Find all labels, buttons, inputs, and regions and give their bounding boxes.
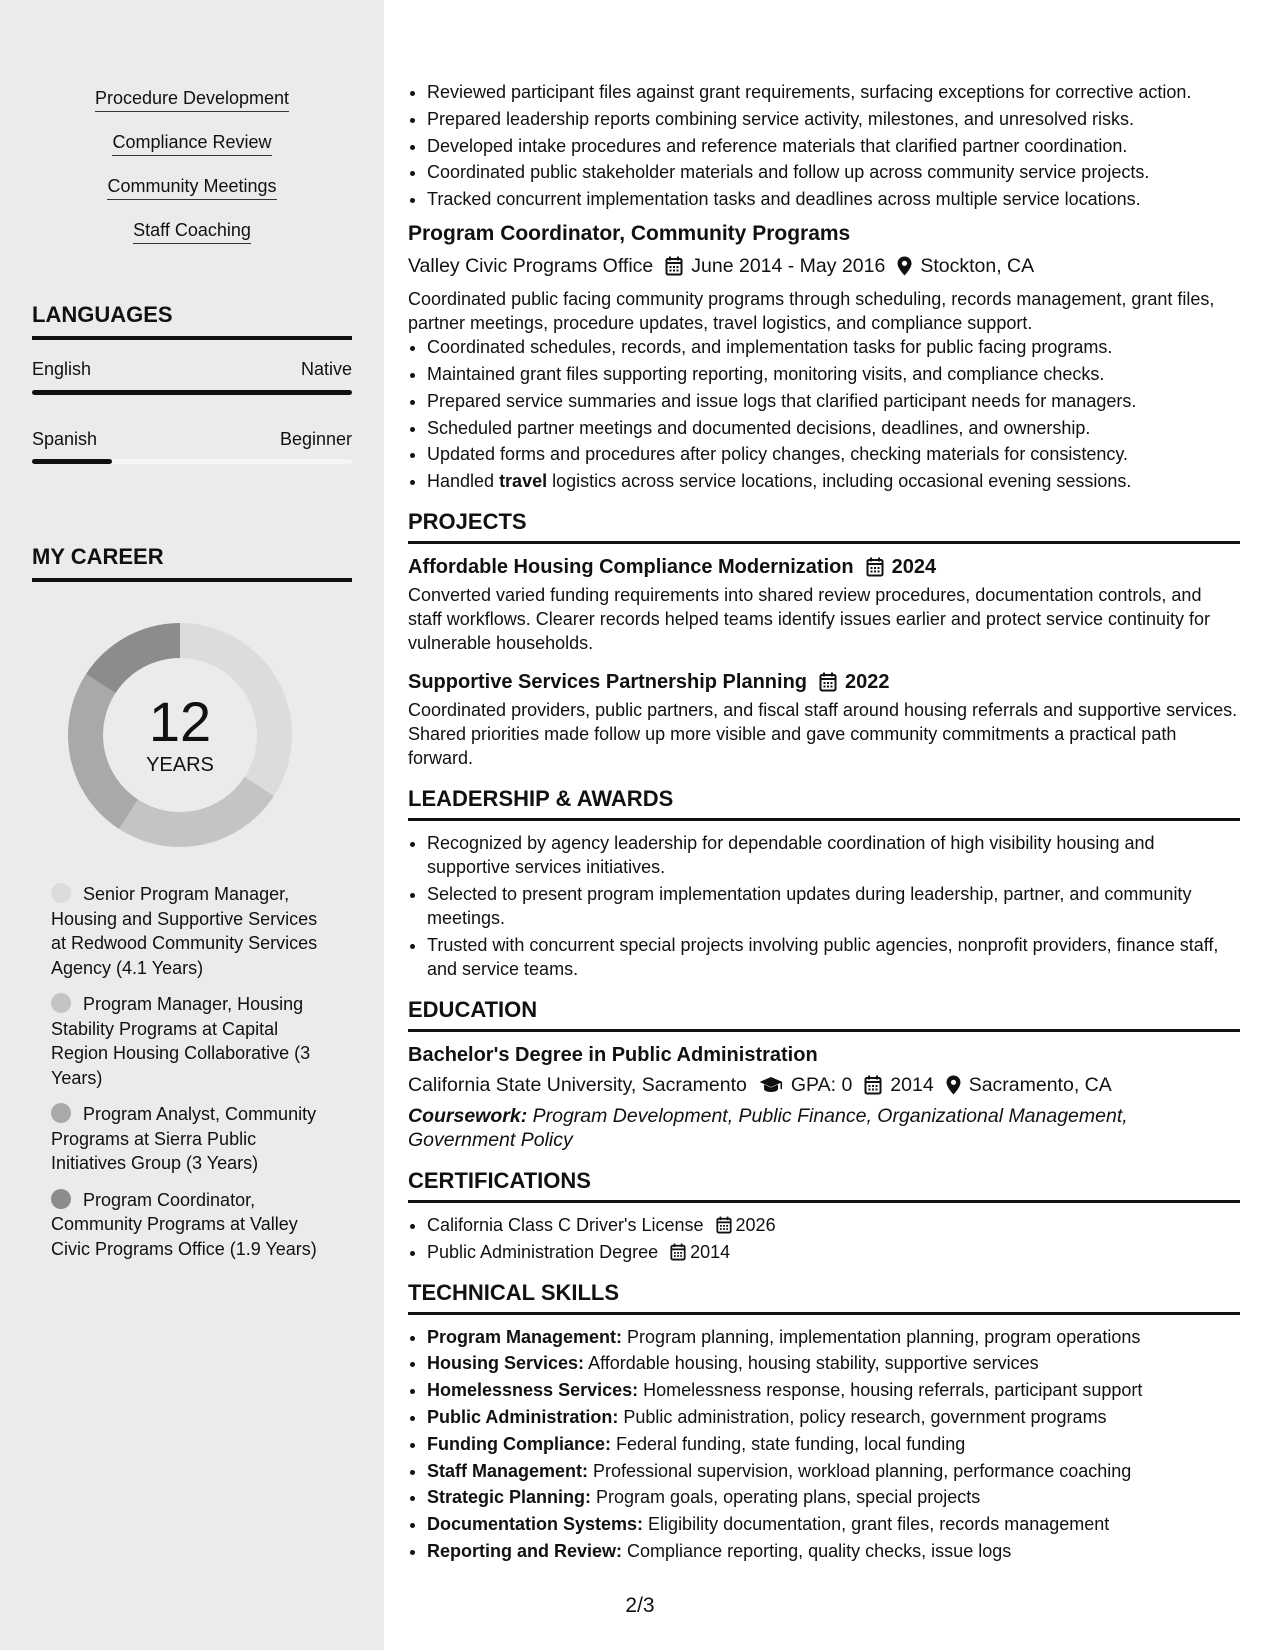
sidebar [0, 0, 384, 1650]
language-level: Beginner [279, 429, 352, 449]
project-year: 2024 [891, 556, 937, 579]
certification-item [427, 1240, 1240, 1264]
bullet-item: • Updated forms and procedures after policy changes, checking materials for consistency. [427, 442, 1240, 466]
skill-item [427, 1351, 1240, 1375]
education-school: California State University, Sacramento [408, 1073, 747, 1096]
career-legend-text: Senior Program Manager, Housing and Supportive Services at Redwood Community Services Agency (4.1 Years) [51, 884, 318, 978]
skill-label: Staff Management: [427, 1460, 589, 1481]
career-legend-item [51, 882, 331, 980]
education-location: Sacramento, CA [968, 1073, 1112, 1096]
project-description: Converted varied funding requirements into shared review procedures, documentation controls, and staff workflows. Clearer records helped teams identify issues earlier and protect service continuity for vulnerable households. [408, 585, 1211, 654]
certification-year: 2014 [690, 1241, 731, 1262]
career-years-label: YEARS [146, 754, 214, 776]
main-content [408, 80, 1240, 1566]
job-summary: Coordinated public facing community programs through scheduling, records management, grant files, partner meetings, procedure updates, travel logistics, and compliance support. [408, 289, 1215, 334]
skill-label: Homelessness Services: [427, 1380, 639, 1401]
language-name: Spanish [32, 429, 98, 449]
project-title: Supportive Services Partnership Planning [408, 671, 808, 694]
project-title: Affordable Housing Compliance Modernization [408, 556, 854, 579]
bullet-item: • Coordinated public stakeholder materials and follow up across community service projects. [427, 160, 1240, 184]
language-bar-spanish [32, 459, 352, 464]
career-legend-text: Program Manager, Housing Stability Programs at Capital Region Housing Collaborative (3 Years) [51, 994, 311, 1088]
skill-item [427, 1485, 1240, 1509]
legend-dot [51, 1103, 71, 1123]
language-name: English [32, 359, 92, 379]
language-bar-english [32, 390, 352, 395]
project-description: Coordinated providers, public partners, and fiscal staff around housing referrals and supportive services. Shared priorities made follow up more visible and gave community commitments a practical path forward. [408, 700, 1238, 769]
career-legend-item [51, 992, 331, 1090]
bullet-item: • Recognized by agency leadership for dependable coordination of high visibility housing and supportive services initiatives. [427, 831, 1240, 879]
skill-item [427, 1432, 1240, 1456]
bullet-item: • Prepared leadership reports combining service activity, milestones, and unresolved risks. [427, 107, 1240, 131]
job-company: Valley Civic Programs Office [408, 255, 654, 278]
bullet-item: • Selected to present program implementation updates during leadership, partner, and community meetings. [427, 882, 1240, 930]
page-number: 2/3 [625, 1594, 655, 1617]
skill-item [427, 1325, 1240, 1349]
technical-skills-list [408, 1325, 1240, 1563]
bullet-item: • Reviewed participant files against grant requirements, surfacing exceptions for corrective action. [427, 80, 1240, 104]
bullet-item: • Tracked concurrent implementation tasks and deadlines across multiple service locations. [427, 187, 1240, 211]
sidebar-skill: Staff Coaching [133, 218, 251, 244]
bullet-item: • Trusted with concurrent special projects involving public agencies, nonprofit providers, finance staff, and service teams. [427, 933, 1240, 981]
bullet-item: • Developed intake procedures and reference materials that clarified partner coordination. [427, 134, 1240, 158]
leadership-heading: LEADERSHIP & AWARDS [408, 786, 1240, 821]
bullet-item: • Maintained grant files supporting reporting, monitoring visits, and compliance checks. [427, 362, 1240, 386]
calendar-icon [670, 1243, 686, 1261]
skill-item [427, 1539, 1240, 1563]
leadership-bullets [408, 831, 1240, 981]
bullet-text: logistics across service locations, including occasional evening sessions. [547, 471, 1132, 492]
skill-item [427, 1512, 1240, 1536]
sidebar-skill: Compliance Review [112, 130, 271, 156]
language-bar-fill [32, 390, 352, 395]
skill-value: Program planning, implementation planning, program operations [622, 1326, 1141, 1347]
certifications-list [408, 1213, 1240, 1264]
skill-value: Federal funding, state funding, local funding [611, 1433, 966, 1454]
career-legend-item [51, 1102, 331, 1176]
career-legend-text: Program Analyst, Community Programs at Sierra Public Initiatives Group (3 Years) [51, 1104, 317, 1173]
skill-label: Public Administration: [427, 1406, 619, 1427]
bullet-item: • Scheduled partner meetings and documented decisions, deadlines, and ownership. [427, 416, 1240, 440]
job-location: Stockton, CA [920, 255, 1035, 278]
calendar-icon [716, 1216, 732, 1234]
donut-slice [86, 623, 180, 693]
bullet-item: • Coordinated schedules, records, and implementation tasks for public facing programs. [427, 335, 1240, 359]
map-pin-icon [946, 1075, 961, 1095]
skill-value: Affordable housing, housing stability, supportive services [584, 1353, 1039, 1374]
calendar-icon [864, 1075, 882, 1095]
language-row-english [32, 359, 352, 380]
job-title: Program Coordinator, Community Programs [408, 222, 851, 246]
career-years-number: 12 [148, 690, 212, 753]
career-legend-text: Program Coordinator, Community Programs at Valley Civic Programs Office (1.9 Years) [51, 1189, 317, 1259]
skill-value: Eligibility documentation, grant files, records management [643, 1514, 1110, 1535]
skill-label: Reporting and Review: [427, 1540, 623, 1561]
language-bar-fill [32, 459, 112, 464]
education-degree: Bachelor's Degree in Public Administration [408, 1043, 818, 1066]
skill-item [427, 1405, 1240, 1429]
job-bullets [408, 335, 1240, 493]
coursework-text: Program Development, Public Finance, Organizational Management, Government Policy [408, 1104, 1128, 1151]
education-meta [408, 1072, 1240, 1098]
skill-label: Funding Compliance: [427, 1433, 611, 1454]
skill-value: Public administration, policy research, government programs [618, 1406, 1107, 1427]
skill-value: Program goals, operating plans, special projects [591, 1487, 981, 1508]
career-donut-chart [60, 615, 300, 855]
bullet-text: Handled [427, 471, 500, 492]
job-meta [408, 253, 1240, 279]
calendar-icon [819, 672, 837, 692]
certification-name: Public Administration Degree [427, 1241, 659, 1262]
languages-heading: LANGUAGES [32, 302, 352, 340]
bullet-item: • Prepared service summaries and issue logs that clarified participant needs for managers. [427, 389, 1240, 413]
technical-skills-heading: TECHNICAL SKILLS [408, 1280, 1240, 1315]
career-legend-item [51, 1188, 331, 1262]
projects-heading: PROJECTS [408, 509, 1240, 544]
certification-year: 2026 [735, 1214, 776, 1235]
legend-dot [51, 993, 71, 1013]
calendar-icon [866, 557, 884, 577]
project-year: 2022 [845, 671, 890, 694]
certification-item [427, 1213, 1240, 1237]
map-pin-icon [897, 256, 912, 276]
project-title-row [408, 554, 1240, 580]
project-title-row [408, 669, 1240, 695]
skill-item [427, 1459, 1240, 1483]
skill-label: Documentation Systems: [427, 1514, 644, 1535]
bullet-bold-text: travel [499, 471, 548, 492]
calendar-icon [665, 256, 683, 276]
skill-value: Professional supervision, workload planning, performance coaching [588, 1460, 1132, 1481]
education-heading: EDUCATION [408, 997, 1240, 1032]
skill-label: Strategic Planning: [427, 1487, 592, 1508]
donut-slice [119, 777, 274, 847]
career-heading: MY CAREER [32, 544, 352, 582]
skill-value: Compliance reporting, quality checks, issue logs [622, 1540, 1012, 1561]
language-row-spanish [32, 429, 352, 450]
skill-value: Homelessness response, housing referrals, participant support [638, 1380, 1143, 1401]
sidebar-skills [32, 86, 352, 262]
bullet-item [427, 469, 1240, 493]
language-level: Native [300, 359, 352, 379]
education-year: 2014 [890, 1073, 934, 1096]
sidebar-skill: Community Meetings [107, 174, 276, 200]
education-coursework [408, 1104, 1240, 1152]
graduation-cap-icon [759, 1076, 783, 1094]
job-dates: June 2014 - May 2016 [691, 255, 886, 278]
legend-dot [51, 883, 71, 903]
certification-name: California Class C Driver's License [427, 1214, 704, 1235]
skill-item [427, 1378, 1240, 1402]
skill-label: Program Management: [427, 1326, 623, 1347]
sidebar-skill: Procedure Development [95, 86, 289, 112]
previous-job-bullets [408, 80, 1240, 211]
career-legend [51, 882, 331, 1273]
certifications-heading: CERTIFICATIONS [408, 1168, 1240, 1203]
coursework-label: Coursework: [408, 1104, 528, 1127]
skill-label: Housing Services: [427, 1353, 585, 1374]
legend-dot [51, 1189, 71, 1209]
education-gpa: GPA: 0 [790, 1073, 853, 1096]
